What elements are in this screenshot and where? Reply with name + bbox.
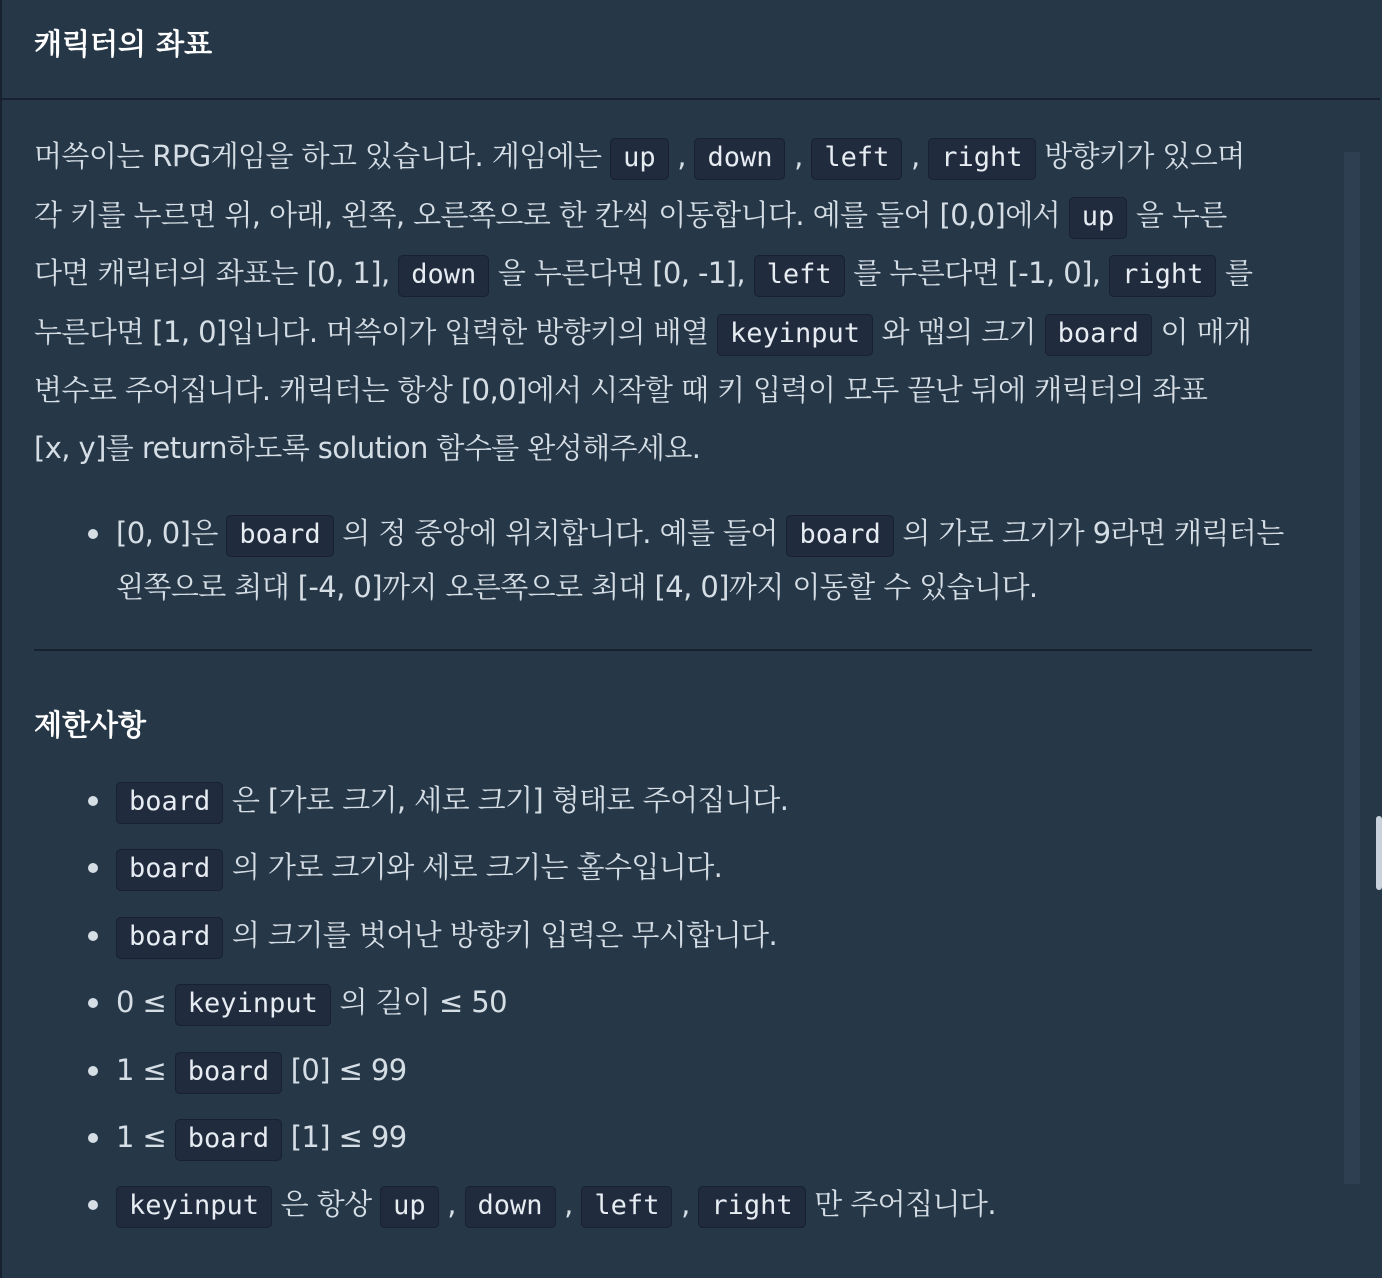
- inline-code: down: [465, 1186, 556, 1228]
- bullet-icon: [88, 1133, 98, 1143]
- scrollbar-track[interactable]: [1344, 152, 1360, 1184]
- description-line: [34, 362, 1314, 420]
- constraint-item: [34, 834, 1314, 901]
- inline-code: board: [175, 1119, 282, 1161]
- inline-code: board: [226, 515, 333, 557]
- text-segment: 의 가로 크기가 9라면 캐릭터는 왼쪽으로 최대 [-4, 0]까지 오른쪽으로 최대 [4, 0]까지 이동할 수 있습니다.: [116, 516, 1284, 604]
- list-item: [34, 507, 1314, 613]
- text-segment: 누른다면 [1, 0]입니다. 머쓱이가 입력한 방향키의 배열: [34, 314, 717, 349]
- text-segment: 각 키를 누르면 위, 아래, 왼쪽, 오른쪽으로 한 칸씩 이동합니다. 예를 들어 [0,0]에서: [34, 197, 1069, 232]
- section-divider: [34, 649, 1312, 651]
- constraints-list: [34, 767, 1314, 1239]
- problem-title: 캐릭터의 좌표: [34, 27, 213, 61]
- text-segment: ,: [555, 1187, 582, 1222]
- text-segment: 은 항상: [272, 1187, 381, 1222]
- bullet-icon: [88, 998, 98, 1008]
- inline-code: right: [1109, 255, 1216, 297]
- text-segment: ,: [672, 1187, 699, 1222]
- inline-code: up: [380, 1186, 439, 1228]
- inline-code: keyinput: [717, 314, 873, 356]
- text-segment: 만 주어집니다.: [805, 1187, 996, 1222]
- bullet-icon: [88, 1066, 98, 1076]
- constraint-item: [34, 969, 1314, 1036]
- text-segment: 방향키가 있으며: [1035, 139, 1245, 173]
- text-segment: 다면 캐릭터의 좌표는 [0, 1],: [34, 256, 399, 290]
- text-segment: 1 ≤: [116, 1052, 175, 1087]
- panel-header: [2, 0, 1380, 100]
- inline-code: left: [811, 138, 902, 180]
- inline-code: keyinput: [175, 984, 331, 1026]
- constraints-title: 제한사항: [34, 708, 147, 742]
- constraint-item: [34, 902, 1314, 969]
- text-segment: 를 누른다면 [-1, 0],: [844, 256, 1110, 290]
- text-segment: 은 [가로 크기, 세로 크기] 형태로 주어집니다.: [223, 783, 789, 817]
- inline-code: left: [581, 1186, 672, 1228]
- text-segment: [1] ≤ 99: [282, 1119, 407, 1154]
- scrollbar-thumb[interactable]: [1376, 816, 1382, 890]
- text-segment: ,: [902, 139, 929, 173]
- text-segment: 의 크기를 벗어난 방향키 입력은 무시합니다.: [223, 917, 778, 952]
- description-notes: [34, 507, 1314, 613]
- inline-code: down: [398, 255, 489, 297]
- inline-code: keyinput: [116, 1186, 272, 1228]
- text-segment: 의 길이 ≤ 50: [330, 985, 507, 1020]
- text-segment: 1 ≤: [116, 1119, 175, 1154]
- constraint-item: [34, 1104, 1314, 1171]
- inline-code: right: [928, 138, 1035, 180]
- text-segment: 을 누른다면 [0, -1],: [489, 256, 754, 290]
- constraint-item: [34, 1037, 1314, 1104]
- text-segment: ,: [785, 139, 812, 173]
- inline-code: up: [610, 138, 669, 180]
- description-line: [34, 245, 1314, 304]
- inline-code: up: [1069, 197, 1128, 239]
- constraint-item: [34, 1171, 1314, 1238]
- inline-code: left: [754, 255, 845, 297]
- text-segment: 머쓱이는 RPG게임을 하고 있습니다. 게임에는: [34, 139, 611, 173]
- text-segment: 와 맵의 크기: [873, 314, 1045, 349]
- inline-code: board: [1045, 314, 1152, 356]
- text-segment: 이 매개: [1151, 314, 1252, 349]
- inline-code: board: [175, 1052, 282, 1094]
- description-line: [34, 128, 1314, 187]
- text-segment: 를: [1216, 256, 1253, 290]
- bullet-icon: [88, 796, 98, 806]
- inline-code: right: [698, 1186, 805, 1228]
- text-segment: [x, y]를 return하도록 solution 함수를 완성해주세요.: [34, 430, 701, 465]
- text-segment: 의 가로 크기와 세로 크기는 홀수입니다.: [223, 850, 723, 885]
- text-segment: 0 ≤: [116, 985, 175, 1020]
- constraint-item: [34, 767, 1314, 834]
- description-line: [34, 304, 1314, 363]
- inline-code: board: [786, 515, 893, 557]
- text-segment: 을 누른: [1127, 197, 1227, 232]
- description-line: [34, 420, 1314, 478]
- text-segment: [0, 0]은: [116, 516, 227, 550]
- inline-code: board: [116, 917, 223, 959]
- text-segment: ,: [438, 1187, 465, 1222]
- bullet-icon: [88, 529, 98, 539]
- text-segment: 변수로 주어집니다. 캐릭터는 항상 [0,0]에서 시작할 때 키 입력이 모두 끝난 뒤에 캐릭터의 좌표: [34, 373, 1208, 407]
- problem-body: [34, 128, 1314, 1239]
- problem-description: [34, 128, 1314, 477]
- text-segment: ,: [668, 139, 695, 173]
- bullet-icon: [88, 863, 98, 873]
- description-line: [34, 187, 1314, 246]
- inline-code: board: [116, 849, 223, 891]
- bullet-icon: [88, 1200, 98, 1210]
- text-segment: 의 정 중앙에 위치합니다. 예를 들어: [333, 516, 787, 550]
- bullet-icon: [88, 931, 98, 941]
- text-segment: [0] ≤ 99: [282, 1052, 407, 1087]
- inline-code: down: [694, 138, 785, 180]
- inline-code: board: [116, 782, 223, 824]
